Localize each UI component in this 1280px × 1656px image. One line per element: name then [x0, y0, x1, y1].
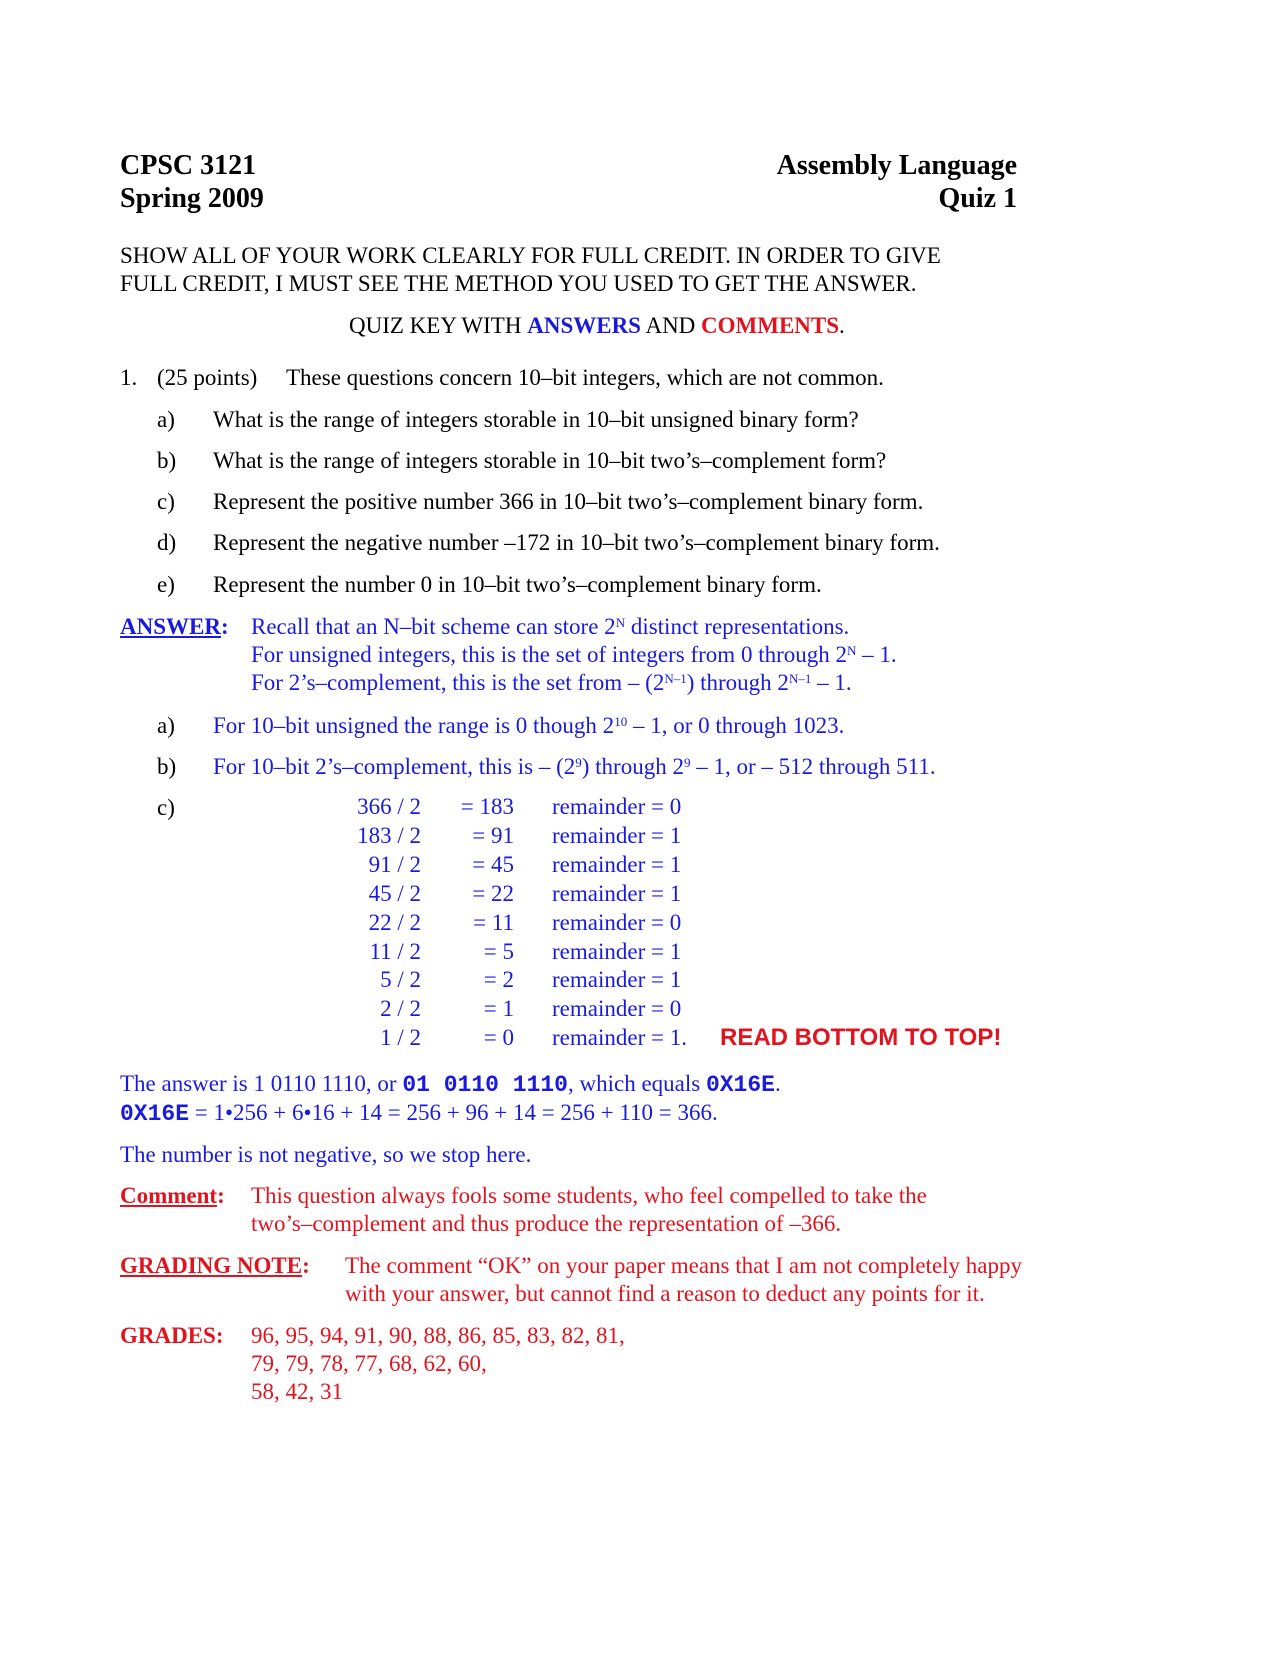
result-stop-line: The number is not negative, so we stop here. [120, 1142, 532, 1167]
answer-b-label: b) [157, 754, 177, 779]
division-remainder: remainder = 1 [552, 823, 682, 848]
hex-answer: 0X16E [705, 1072, 775, 1098]
division-dividend: 91 / 2 [368, 852, 421, 877]
grading-note-line-2: with your answer, but cannot find a reason to deduct any points for it. [345, 1281, 985, 1306]
division-quotient: = 5 [483, 939, 514, 964]
answer-line-3: For 2’s–complement, this is the set from – $(2^{N-1})$ through $2^{N-1} - 1$. [251, 670, 852, 695]
result-line-2: 0X16E = 1•256 + 6•16 + 14 = 256 + 96 + 14 = 256 + 110 = 366. [120, 1100, 718, 1127]
answer-c-label: c) [157, 795, 175, 820]
grades-line-2: 79, 79, 78, 77, 68, 62, 60, [251, 1351, 487, 1376]
answer-line-2: For unsigned integers, this is the set of integers from 0 through $2^N - 1$. [251, 642, 897, 667]
comment-line-2: two’s–complement and thus produce the representation of –366. [251, 1211, 842, 1236]
answer-label: ANSWER: [120, 614, 229, 639]
key-answers: ANSWERS [527, 313, 641, 338]
hex-value: 0X16E [120, 1101, 190, 1127]
division-quotient: = 22 [472, 881, 514, 906]
division-remainder: remainder = 0 [552, 996, 682, 1021]
key-comments: COMMENTS [701, 313, 840, 338]
part-text: What is the range of integers storable in 10–bit unsigned binary form? [213, 407, 859, 432]
division-quotient: = 1 [483, 996, 514, 1021]
instructions-line-2: FULL CREDIT, I MUST SEE THE METHOD YOU USED TO GET THE ANSWER. [120, 271, 917, 296]
quiz-title: Quiz 1 [938, 183, 1017, 214]
division-dividend: 5 / 2 [380, 967, 421, 992]
binary-answer: 01 0110 1110 [402, 1072, 568, 1098]
part-text: Represent the number 0 in 10–bit two’s–complement binary form. [213, 572, 822, 597]
grades-label: GRADES: [120, 1323, 224, 1348]
grading-note-label: GRADING NOTE: [120, 1253, 310, 1278]
grading-note-line-1: The comment “OK” on your paper means that I am not completely happy [345, 1253, 1023, 1278]
division-quotient: = 2 [483, 967, 514, 992]
answer-a-label: a) [157, 713, 175, 738]
part-text: Represent the positive number 366 in 10–bit two’s–complement binary form. [213, 489, 924, 514]
question-text: These questions concern 10–bit integers, which are not common. [286, 365, 884, 390]
division-dividend: 2 / 2 [380, 996, 421, 1021]
division-dividend: 11 / 2 [369, 939, 421, 964]
part-text: What is the range of integers storable in 10–bit two’s–complement form? [213, 448, 887, 473]
grades-line-1: 96, 95, 94, 91, 90, 88, 86, 85, 83, 82, 81, [251, 1323, 625, 1348]
question-points: (25 points) [157, 365, 258, 390]
course-code: CPSC 3121 [120, 150, 257, 181]
part-label: a) [157, 407, 175, 432]
answer-b-text: For 10–bit 2’s–complement, this is – $(2^9)$ through $2^9 - 1$, or – 512 through 511. [213, 754, 936, 779]
division-remainder: remainder = 1 [552, 967, 682, 992]
division-dividend: 22 / 2 [368, 910, 421, 935]
read-bottom-to-top-note: READ BOTTOM TO TOP! [720, 1024, 1002, 1051]
term: Spring 2009 [120, 183, 264, 214]
part-label: e) [157, 572, 175, 597]
division-dividend: 1 / 2 [380, 1025, 421, 1050]
question-number: 1. [120, 365, 138, 390]
part-label: d) [157, 530, 177, 555]
division-remainder: remainder = 1 [552, 881, 682, 906]
key-prefix: QUIZ KEY WITH [349, 313, 528, 338]
division-remainder: remainder = 0 [552, 794, 682, 819]
division-quotient: = 45 [472, 852, 514, 877]
result-line-1: The answer is 1 0110 1110, or 01 0110 1110, which equals 0X16E. [120, 1071, 781, 1098]
instructions-line-1: SHOW ALL OF YOUR WORK CLEARLY FOR FULL CREDIT. IN ORDER TO GIVE [120, 243, 941, 268]
division-dividend: 45 / 2 [368, 881, 421, 906]
part-text: Represent the negative number –172 in 10–bit two’s–complement binary form. [213, 530, 940, 555]
division-remainder: remainder = 0 [552, 910, 682, 935]
key-and: AND [640, 313, 702, 338]
comment-label: Comment: [120, 1183, 225, 1208]
division-remainder: remainder = 1 [552, 852, 682, 877]
division-quotient: = 0 [483, 1025, 514, 1050]
division-quotient: = 183 [460, 794, 514, 819]
part-label: b) [157, 448, 177, 473]
answer-line-1: Recall that an N–bit scheme can store $2^N$ distinct representations. [251, 614, 850, 639]
part-label: c) [157, 489, 175, 514]
division-quotient: = 91 [472, 823, 514, 848]
key-period: . [839, 313, 845, 338]
subject-title: Assembly Language [776, 150, 1017, 181]
answer-a-text: For 10–bit unsigned the range is 0 though $2^{10} - 1$, or 0 through 1023. [213, 713, 845, 738]
division-remainder: remainder = 1 [552, 939, 682, 964]
division-dividend: 366 / 2 [357, 794, 421, 819]
division-dividend: 183 / 2 [357, 823, 421, 848]
comment-line-1: This question always fools some students, who feel compelled to take the [251, 1183, 927, 1208]
quiz-key-line [349, 312, 845, 340]
division-remainder: remainder = 1. [552, 1025, 687, 1050]
division-quotient: = 11 [473, 910, 514, 935]
grades-line-3: 58, 42, 31 [251, 1379, 343, 1404]
